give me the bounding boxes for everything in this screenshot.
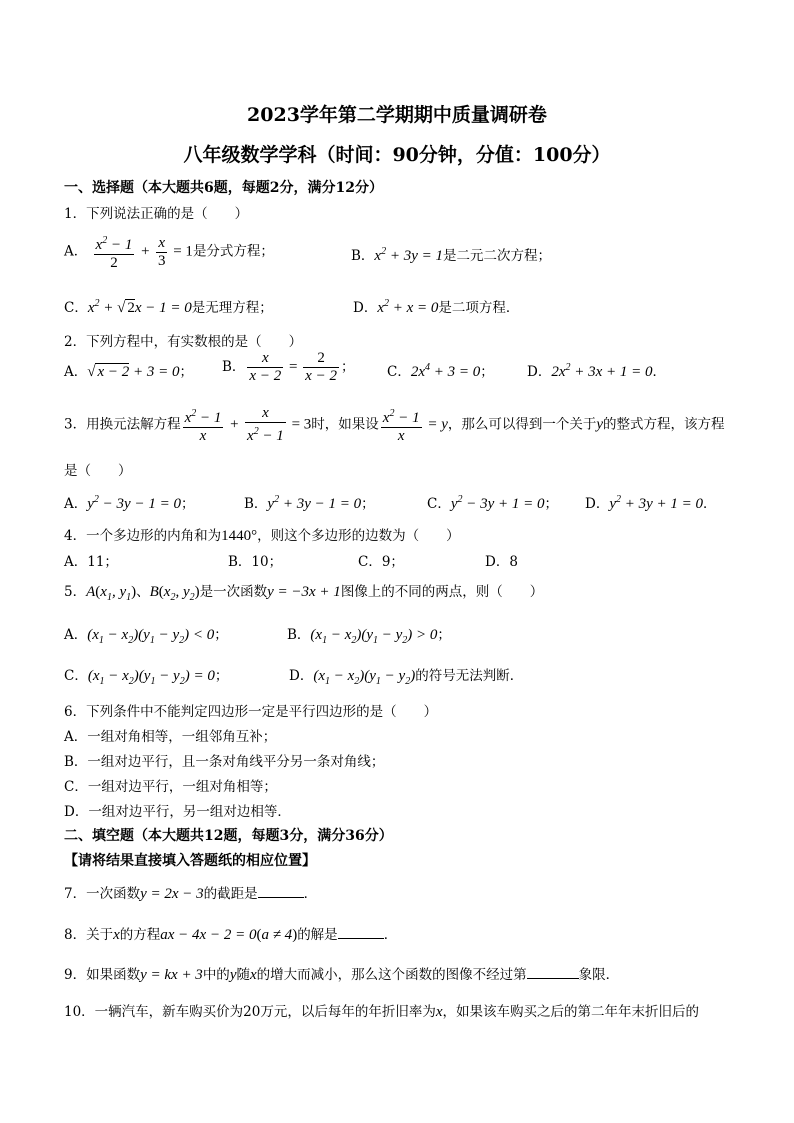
section-2-note: 【请将结果直接填入答题纸的相应位置】 xyxy=(64,853,316,869)
q3-stem-line2: 是（ ） xyxy=(64,463,132,479)
q2-option-c: C．$2x^4 + 3 = 0$； xyxy=(387,362,494,380)
exam-subtitle: 八年级数学学科（时间：90分钟，分值：100分） xyxy=(183,144,611,166)
q5-option-a: A．$(x_1 - x_2)(y_1 - y_2) < 0$； xyxy=(64,627,228,646)
section-2-heading: 二、填空题（本大题共12题，每题3分，满分36分） xyxy=(64,828,393,844)
q7-stem: 7．一次函数y = 2x − 3的截距是 ． xyxy=(64,886,318,902)
q4-option-d: D．8 xyxy=(485,554,518,570)
q1-option-b: B．$x^2 + 3y = 1$是二元二次方程； xyxy=(351,246,551,264)
q10-stem: 10．一辆汽车，新车购买价为20万元，以后每年的年折旧率为x，如果该车购买之后的第二年年末折旧后的 xyxy=(64,1004,700,1020)
exam-title: 2023学年第二学期期中质量调研卷 xyxy=(247,104,547,126)
q4-option-c: C．9； xyxy=(358,554,404,570)
q2-stem: 2．下列方程中，有实数根的是（ ） xyxy=(64,334,303,350)
q5-option-d: D．$(x_1 - x_2)(y_1 - y_2)$的符号无法判断． xyxy=(289,668,524,687)
q5-option-c: C．$(x_1 - x_2)(y_1 - y_2) = 0$； xyxy=(64,668,229,687)
q6-option-d: D．一组对边平行，另一组对边相等． xyxy=(64,804,291,820)
q8-answer-blank[interactable] xyxy=(338,926,384,939)
q9-stem: 9．如果函数y = kx + 3中的y随x的增大而减小，那么这个函数的图像不经过第 象限． xyxy=(64,967,620,983)
q6-option-c: C．一组对边平行，一组对角相等； xyxy=(64,779,277,795)
q2-option-a: A．√ x − 2 + 3 = 0； xyxy=(64,364,194,380)
q7-answer-blank[interactable] xyxy=(258,885,304,898)
q3-option-c: C．$y^2 - 3y + 1 = 0$； xyxy=(427,494,559,512)
q6-option-b: B．一组对边平行，且一条对角线平分另一条对角线； xyxy=(64,754,385,770)
q3-option-b: B．$y^2 + 3y - 1 = 0$； xyxy=(244,494,375,512)
q9-answer-blank[interactable] xyxy=(527,966,579,979)
q3-option-d: D．$y^2 + 3y + 1 = 0$． xyxy=(585,494,717,512)
q2-option-b: B． $\frac{x}{x - 2}$ = $\frac{2}{x - 2}$ ； xyxy=(222,350,355,384)
q1-option-a: A． $\frac{x^2 - 1}{2}$ + $\frac{x}{3}$ = 1是分式方程； xyxy=(64,232,274,272)
section-1-heading: 一、选择题（本大题共6题，每题2分，满分12分） xyxy=(64,180,383,196)
q2-option-d: D．$2x^2 + 3x + 1 = 0$． xyxy=(527,362,667,380)
q1-option-d: D．$x^2 + x = 0$是二项方程． xyxy=(353,298,520,316)
q6-option-a: A．一组对角相等，一组邻角互补； xyxy=(64,729,277,745)
q1-stem: 1．下列说法正确的是（ ） xyxy=(64,206,249,222)
q4-stem: 4．一个多边形的内角和为1440°，则这个多边形的边数为（ ） xyxy=(64,528,460,544)
q5-option-b: B．$(x_1 - x_2)(y_1 - y_2) > 0$； xyxy=(287,627,451,646)
q4-option-a: A．11； xyxy=(64,554,118,570)
q3-option-a: A．$y^2 - 3y - 1 = 0$； xyxy=(64,494,195,512)
q8-stem: 8．关于x的方程ax − 4x − 2 = 0(a ≠ 4)的解是 ． xyxy=(64,927,398,943)
q3-stem: 3．用换元法解方程 $\frac{x^2 - 1}{x}$ + $\frac{x}{x^2 - 1}$ = 3时，如果设 $\frac{x^2 - 1}{x}$ = y，那么可以得到一个关于y的整式方程，该方程 xyxy=(64,405,725,444)
q5-stem: 5．$A(x_1$, $y_1$)、$B(x_2$, $y_2$)是一次函数y = −3x + 1图像上的不同的两点，则（ ） xyxy=(64,584,544,603)
q6-stem: 6．下列条件中不能判定四边形一定是平行四边形的是（ ） xyxy=(64,704,438,720)
q4-option-b: B．10； xyxy=(228,554,283,570)
q1-option-c: C．$x^2$ + √ 2x − 1 = 0是无理方程； xyxy=(64,298,273,316)
